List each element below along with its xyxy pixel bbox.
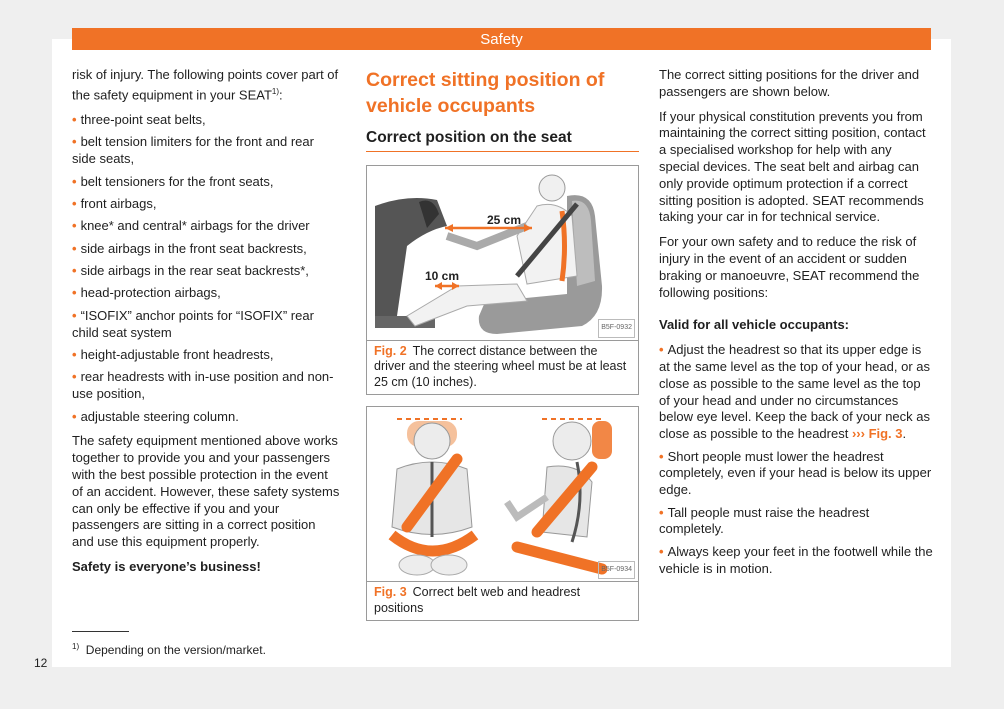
- footnote: $^{1)}$ Depending on the version/market.: [72, 642, 266, 657]
- list-item: • belt tensioners for the front seats,: [72, 173, 274, 189]
- belt-headrest-diagram: [367, 407, 638, 581]
- chest-distance-label: 25 cm: [487, 212, 522, 227]
- list-item: • front airbags,: [72, 195, 157, 211]
- emphasis-line: Safety is everyone’s business!: [72, 558, 261, 574]
- list-item: • three-point seat belts,: [72, 111, 206, 127]
- driver-seat-illustration: [367, 166, 638, 340]
- body-paragraph: The safety equipment mentioned above works together to provide you and your passengers with the best possible protection in the event of an accident. However, these safety systems can only be effective if you and your passengers are sitting in a correct position and use this equipment properly.: [72, 433, 340, 550]
- list-item: • knee* and central* airbags for the driver: [72, 218, 310, 234]
- figure-3: [366, 406, 639, 621]
- body-paragraph: The correct sitting positions for the driver and passengers are shown below.: [659, 67, 920, 99]
- list-item: • “ISOFIX” anchor points for “ISOFIX” rear child seat system: [72, 307, 314, 340]
- list-item: • Short people must lower the headrest completely, even if your head is below its upper edge.: [659, 448, 932, 498]
- list-item: • Adjust the headrest so that its upper edge is at the same level as the top of your head, or as close as possible to the same level as the top of your head and under no circumstances below eye level. Keep the back of your neck as close as possible to the headrest ››› Fig. 3.: [659, 342, 930, 442]
- page-number: 12: [34, 656, 48, 670]
- subsection-heading: Correct position on the seat: [366, 130, 639, 152]
- lap-belt-side: [517, 547, 602, 569]
- intro-paragraph: risk of injury. The following points cover part of the safety equipment in your SEAT$^{1)}$:: [72, 67, 339, 103]
- section-header: Safety: [72, 28, 931, 50]
- column-1: [72, 67, 340, 584]
- safety-equipment-list: [72, 112, 340, 425]
- driver-seating-diagram: [367, 166, 638, 340]
- list-item: • head-protection airbags,: [72, 285, 221, 301]
- column-2: [366, 67, 639, 621]
- list-item: • height-adjustable front headrests,: [72, 347, 274, 363]
- section-heading: Correct sitting position of vehicle occupants: [366, 69, 605, 117]
- figure-3-caption: Fig. 3 Correct belt web and headrest positions: [367, 581, 638, 620]
- list-item: • side airbags in the rear seat backrests*,: [72, 263, 309, 279]
- occupant-positions-list: [659, 342, 934, 577]
- figure-code: B5F-0932: [598, 319, 635, 338]
- list-item: • belt tension limiters for the front and rear side seats,: [72, 134, 314, 167]
- figure-2: [366, 165, 639, 396]
- list-item: • Tall people must raise the headrest completely.: [659, 504, 870, 537]
- column-3: [659, 67, 934, 585]
- headrest-side: [592, 421, 612, 459]
- list-item: • side airbags in the front seat backrests,: [72, 240, 307, 256]
- list-item: • Always keep your feet in the footwell while the vehicle is in motion.: [659, 543, 933, 576]
- figure-code: B5F-0934: [598, 561, 635, 580]
- figure-3-link[interactable]: ››› Fig. 3: [851, 426, 903, 442]
- footnote-divider: [72, 631, 129, 632]
- body-paragraph: If your physical constitution prevents you from maintaining the correct sitting position, contact a specialised workshop for help with any special devices. The seat belt and airbag can only provide optimum protection if a correct sitting position is adopted. SEAT recommends taking your car in for technical service.: [659, 108, 926, 225]
- list-item: • rear headrests with in-use position and non-use position,: [72, 369, 334, 402]
- knee-distance-label: 10 cm: [425, 268, 460, 283]
- list-heading: Valid for all vehicle occupants:: [659, 317, 850, 333]
- figure-2-caption: Fig. 2 The correct distance between the driver and the steering wheel must be at least 25 cm (10 inches).: [367, 340, 638, 395]
- body-paragraph: For your own safety and to reduce the risk of injury in the event of an accident or sudden braking or manoeuvre, SEAT recommend the following positions:: [659, 234, 920, 300]
- lap-belt-front: [392, 535, 475, 551]
- headrest-belt-illustration: [367, 407, 638, 581]
- list-item: • adjustable steering column.: [72, 408, 239, 424]
- footnote-ref[interactable]: 1): [271, 86, 280, 96]
